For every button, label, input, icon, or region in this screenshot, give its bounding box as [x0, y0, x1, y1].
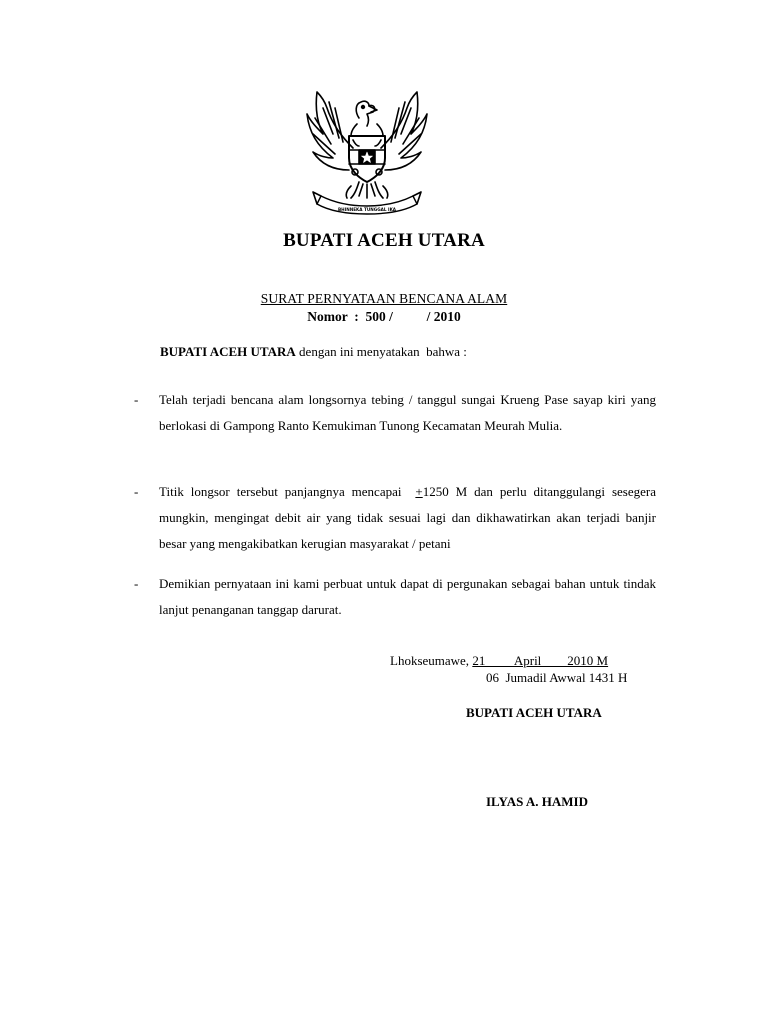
- statement-text-after: 1250 M dan perlu ditanggulangi sesegera mungkin, mengingat debit air yang tidak sesuai lagi dan dikhawatirkan akan terjadi banjir besar yang mengakibatkan kerugian masyarakat / petani: [159, 484, 656, 551]
- document-number: Nomor : 500 / / 2010: [307, 309, 461, 324]
- statement-item: [134, 479, 656, 557]
- list-bullet: -: [134, 392, 139, 407]
- garuda-emblem-icon: [303, 88, 431, 216]
- signatory-title: BUPATI ACEH UTARA: [466, 705, 602, 720]
- list-bullet: -: [134, 484, 139, 499]
- place-and-date: [390, 653, 608, 669]
- intro-subject: BUPATI ACEH UTARA: [160, 344, 296, 359]
- list-bullet: -: [134, 576, 139, 591]
- organization-title: BUPATI ACEH UTARA: [283, 230, 485, 251]
- statement-item: [134, 387, 656, 439]
- hijri-date: 06 Jumadil Awwal 1431 H: [486, 670, 628, 685]
- document-title: SURAT PERNYATAAN BENCANA ALAM: [260, 291, 508, 306]
- signatory-name: ILYAS A. HAMID: [486, 794, 588, 809]
- emblem-motto: BHINNEKA TUNGGAL IKA: [337, 207, 397, 212]
- statement-text: [159, 479, 656, 557]
- statement-text: Telah terjadi bencana alam longsornya tebing / tanggul sungai Krueng Pase sayap kiri yang berlokasi di Gampong Ranto Kemukiman Tunong Kecamatan Meurah Mulia.: [159, 392, 656, 433]
- statement-text: Demikian pernyataan ini kami perbuat untuk dapat di pergunakan sebagai bahan untuk tindak lanjut penanganan tanggap darurat.: [159, 576, 656, 617]
- plus-minus-sign: +: [415, 484, 423, 499]
- place: Lhokseumawe,: [390, 653, 473, 668]
- intro-rest: dengan ini menyatakan bahwa :: [295, 344, 467, 359]
- intro-statement: [160, 344, 467, 360]
- statement-item: [134, 571, 656, 623]
- gregorian-date: 21 April 2010 M: [472, 653, 609, 668]
- statement-text-before: Titik longsor tersebut panjangnya mencapai: [159, 484, 416, 499]
